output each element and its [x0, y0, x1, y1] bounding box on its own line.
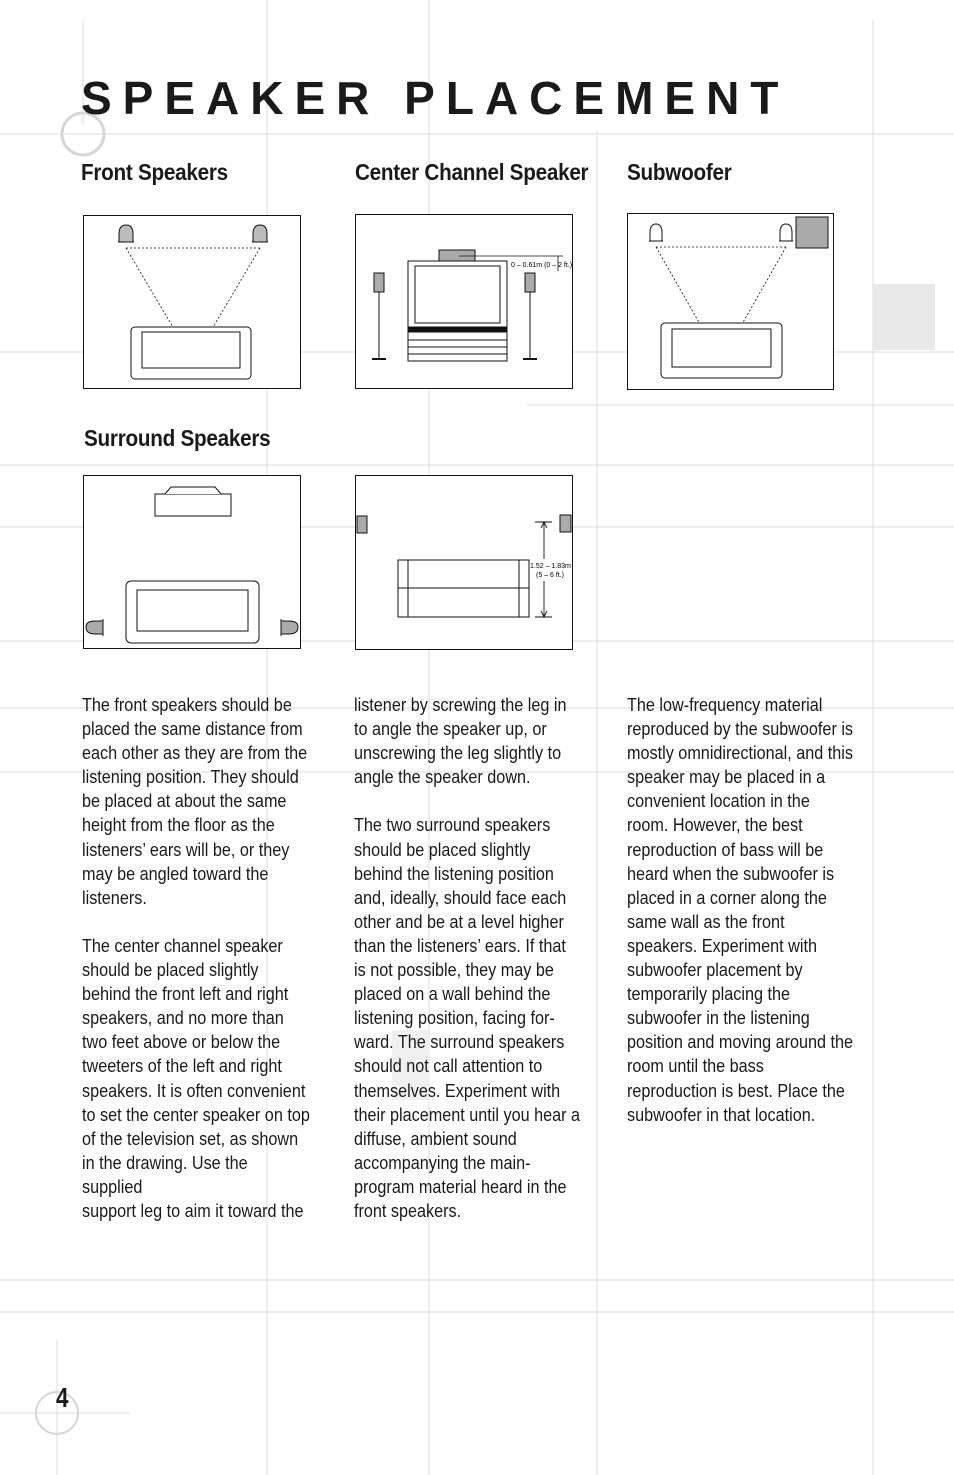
- heading-surround-speakers: Surround Speakers: [84, 425, 271, 451]
- sofa-icon: [131, 327, 251, 379]
- center-offset-label: 0 – 0.61m (0 – 2 ft.): [511, 262, 573, 269]
- paragraph-surround-speakers: The two surround speakers should be placed slightly behind the listening position and, ideally, should face each other and be at a level higher than the listeners’ ears. If that is not possible, they may be placed on a wall behind the listening position, facing for- ward. The surround speakers should not call attention to themselves. Experiment with their placement until you hear a diffuse, ambient sound accompanying the main- program material heard in the front speakers.: [354, 815, 581, 1221]
- paragraph-subwoofer: The low-frequency material reproduced by the subwoofer is mostly omnidirectional, and this speaker may be placed in a convenient location in the room. However, the best reproduction of bass will be heard when the subwoofer is placed in a corner along the same wall as the front speakers. Experiment with subwoofer placement by temporarily placing the subwoofer in the listening position and moving around the room until the bass reproduction is best. Place the subwoofer in that location.: [627, 695, 854, 1125]
- heading-center-channel-speaker: Center Channel Speaker: [355, 159, 589, 185]
- paragraph-center-speaker-continued: listener by screwing the leg in to angle the speaker up, or unscrewing the leg slightly to angle the speaker down.: [354, 695, 567, 788]
- paragraph-front-speakers: The front speakers should be placed the same distance from each other as they are from the listening position. They should be placed at about the same height from the floor as the listeners’ ears will be, or they may be angled toward the listeners.: [82, 695, 308, 908]
- paragraph-center-speaker: The center channel speaker should be placed slightly behind the front left and right speakers, and no more than two feet above or below the tweeters of the left and right speakers. It is often convenient to set the center speaker on top of the television set, as shown in the drawing. Use the supplied support leg to aim it toward the: [82, 935, 310, 1221]
- center-speaker-icon: [439, 250, 475, 261]
- left-front-speaker-icon: [649, 224, 663, 241]
- body-column-3: [627, 693, 887, 1151]
- surround-height-label-m: 1.52 – 1.83m: [530, 563, 571, 570]
- surround-top-view-diagram: [83, 475, 301, 649]
- front-speakers-diagram: [83, 215, 301, 389]
- page-title: SPEAKER PLACEMENT: [81, 72, 790, 124]
- surround-side-view-diagram: [355, 475, 573, 650]
- heading-front-speakers: Front Speakers: [81, 159, 228, 185]
- sofa-side-icon: [398, 560, 529, 617]
- left-front-speaker-icon: [118, 225, 134, 242]
- subwoofer-diagram: [627, 213, 834, 390]
- subwoofer-box-icon: [796, 217, 828, 248]
- right-front-speaker-icon: [779, 224, 793, 241]
- body-column-1: [82, 693, 382, 1247]
- center-channel-diagram: [355, 214, 573, 389]
- rear-surround-speaker-icon: [357, 516, 367, 533]
- side-tab-marker: [873, 284, 935, 350]
- sofa-icon: [126, 581, 259, 643]
- body-column-2: [354, 693, 654, 1247]
- surround-height-label-ft: (5 – 6 ft.): [536, 572, 565, 579]
- right-front-speaker-icon: [252, 225, 268, 242]
- side-surround-speaker-icon: [560, 515, 571, 532]
- sofa-icon: [661, 323, 782, 378]
- television-icon: [408, 261, 507, 361]
- heading-subwoofer: Subwoofer: [627, 159, 732, 185]
- page-number: 4: [56, 1382, 69, 1413]
